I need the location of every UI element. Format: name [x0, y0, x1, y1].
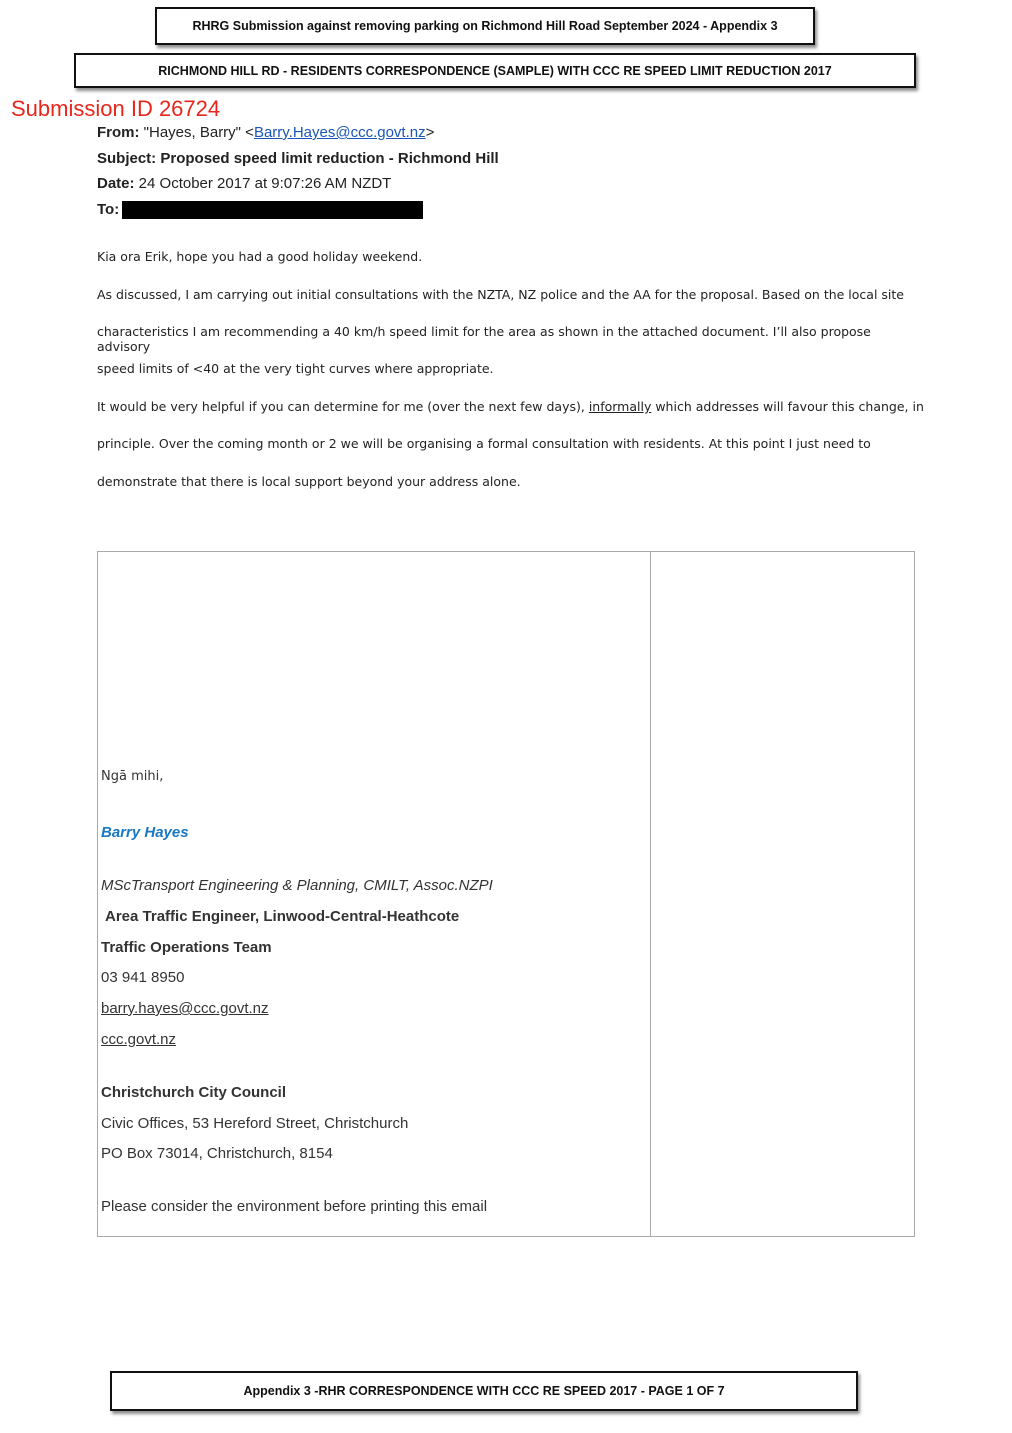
body-paragraph-2-line-1: As discussed, I am carrying out initial consultations with the NZTA, NZ police and the AA for the proposal. Based on the local site	[97, 287, 904, 302]
email-date-line	[97, 175, 391, 192]
subject-text: Proposed speed limit reduction - Richmond Hill	[160, 150, 499, 167]
subject-label: Subject:	[97, 150, 157, 167]
signature-address-line-1: Civic Offices, 53 Hereford Street, Christchurch	[101, 1115, 409, 1132]
email-subject-line	[97, 150, 499, 167]
section-title: RICHMOND HILL RD - RESIDENTS CORRESPONDENCE (SAMPLE) WITH CCC RE SPEED LIMIT REDUCTION 2017	[158, 63, 832, 78]
signature-environment-note: Please consider the environment before printing this email	[101, 1198, 488, 1215]
body-paragraph-3-line-2: principle. Over the coming month or 2 we will be organising a formal consultation with residents. At this point I just need to	[97, 436, 871, 451]
signature-role: Area Traffic Engineer, Linwood-Central-Heathcote	[105, 908, 460, 925]
signature-table	[97, 551, 915, 1237]
from-close: >	[425, 124, 435, 141]
p3-pre: It would be very helpful if you can determine for me (over the next few days),	[97, 399, 589, 414]
signature-table-divider	[650, 551, 651, 1237]
email-from-line	[97, 124, 434, 141]
signature-greeting: Ngā mihi,	[101, 769, 164, 784]
from-email-link[interactable]: Barry.Hayes@ccc.govt.nz	[253, 124, 426, 141]
from-label: From:	[97, 124, 140, 141]
from-name: "Hayes, Barry" <	[139, 124, 254, 141]
signature-email-link[interactable]: barry.hayes@ccc.govt.nz	[101, 1000, 269, 1017]
document-title: RHRG Submission against removing parking on Richmond Hill Road September 2024 - Appendix 3	[192, 19, 778, 33]
footer-label: Appendix 3 -RHR CORRESPONDENCE WITH CCC RE SPEED 2017 - PAGE 1 OF 7	[243, 1384, 725, 1398]
body-paragraph-3-line-3: demonstrate that there is local support beyond your address alone.	[97, 474, 521, 489]
body-paragraph-1: Kia ora Erik, hope you had a good holiday weekend.	[97, 249, 423, 264]
footer-box	[110, 1371, 858, 1411]
signature-website-link[interactable]: ccc.govt.nz	[101, 1031, 177, 1048]
email-to-line	[97, 201, 119, 218]
signature-qualifications: MScTransport Engineering & Planning, CMILT, Assoc.NZPI	[101, 877, 493, 894]
date-label: Date:	[97, 175, 135, 192]
body-paragraph-2-line-3: speed limits of <40 at the very tight curves where appropriate.	[97, 361, 494, 376]
p3-post: which addresses will favour this change, in	[651, 399, 924, 414]
p3-underlined: informally	[588, 399, 652, 414]
to-label: To:	[97, 201, 120, 218]
section-title-box	[74, 53, 916, 88]
body-paragraph-3-line-1	[97, 399, 927, 414]
signature-team: Traffic Operations Team	[101, 939, 272, 956]
signature-name: Barry Hayes	[101, 824, 189, 841]
signature-address-line-2: PO Box 73014, Christchurch, 8154	[101, 1145, 333, 1162]
document-title-box	[155, 7, 815, 45]
redaction-bar	[122, 201, 423, 219]
signature-organisation: Christchurch City Council	[101, 1084, 287, 1101]
signature-phone: 03 941 8950	[101, 969, 185, 986]
body-paragraph-2-line-2: characteristics I am recommending a 40 km/h speed limit for the area as shown in the attached document. I’ll also propose advisory	[97, 324, 871, 354]
date-text: 24 October 2017 at 9:07:26 AM NZDT	[134, 175, 392, 192]
submission-id: Submission ID 26724	[11, 96, 221, 121]
